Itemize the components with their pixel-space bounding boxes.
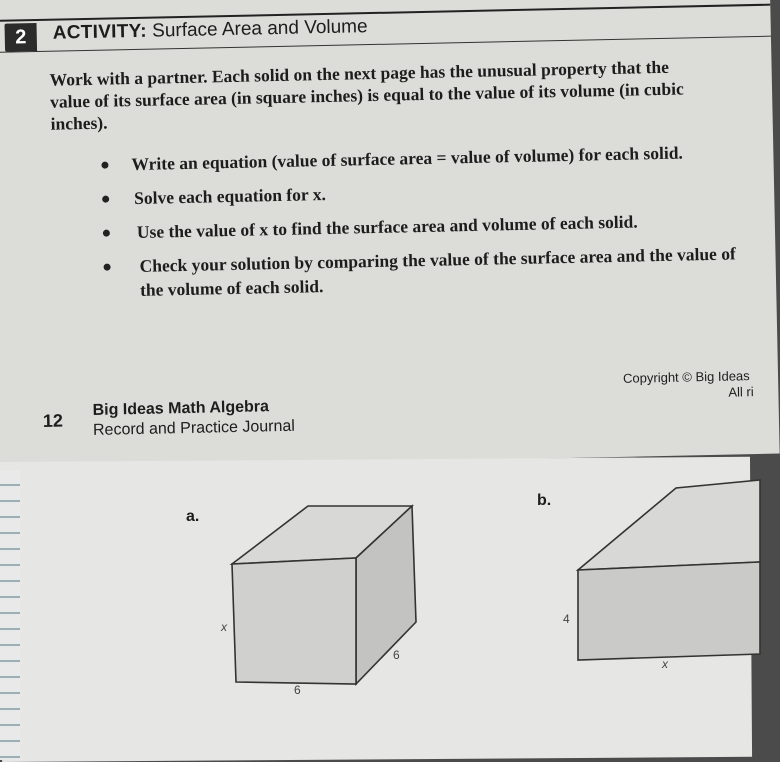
prism-front-face <box>578 562 760 660</box>
figure-a-height-label: x <box>221 620 227 634</box>
activity-label: ACTIVITY: <box>52 20 148 44</box>
activity-title: Surface Area and Volume <box>151 16 368 42</box>
figure-b-height-label: 4 <box>563 612 570 626</box>
instruction-item: Write an equation (value of surface area = value of volume) for each solid. <box>101 139 741 176</box>
instruction-item: Use the value of x to find the surface area and volume of each solid. <box>103 207 743 244</box>
book-subtitle: Record and Practice Journal <box>92 417 296 439</box>
instruction-item: Check your solution by comparing the value of the surface area and the value of the volume of each solid. <box>103 241 744 302</box>
instruction-item: Solve each equation for x. <box>102 173 742 210</box>
figure-b-label: b. <box>537 492 552 509</box>
book-title: Big Ideas Math Algebra <box>92 398 270 419</box>
figure-b-prism <box>578 480 760 660</box>
page-number: 12 <box>42 410 64 431</box>
figure-a-depth-label: 6 <box>393 648 400 662</box>
figure-a-width-label: 6 <box>294 683 301 697</box>
cube-front-face <box>232 558 356 684</box>
prism-top-face <box>578 480 760 570</box>
figure-a-cube <box>232 506 416 684</box>
figure-a-label: a. <box>186 508 200 525</box>
rights-text: All ri <box>728 384 754 400</box>
activity-number-badge: 2 <box>4 23 37 52</box>
figure-b-width-label: x <box>662 657 668 671</box>
copyright-text: Copyright © Big Ideas <box>622 368 750 386</box>
intro-paragraph: Work with a partner. Each solid on the next page has the unusual property that the value of its surface area (in square inches) is equal to the value of its volume (in cubic inches). <box>49 56 684 134</box>
